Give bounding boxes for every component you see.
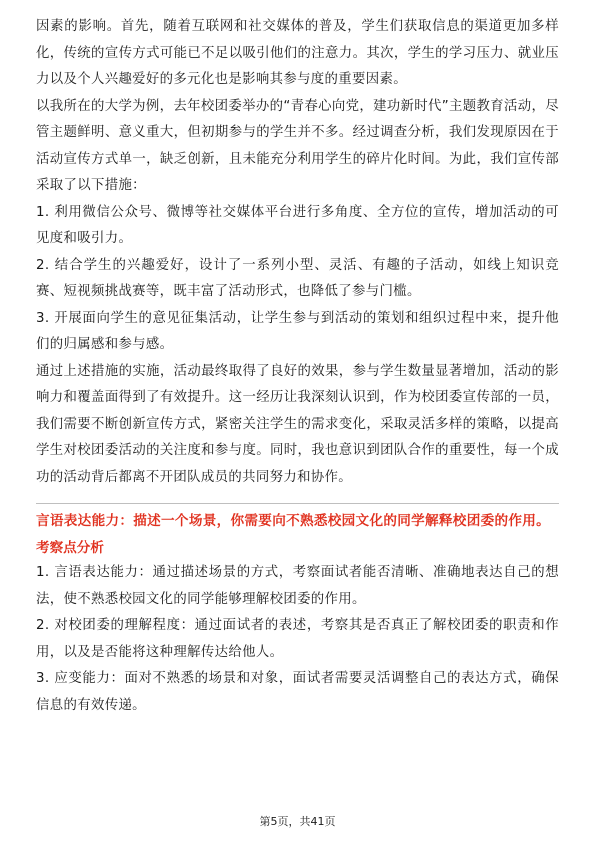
section-divider	[36, 503, 559, 504]
page-number: 第5页，共41页	[259, 815, 336, 828]
analysis-item-3: 3. 应变能力：面对不熟悉的场景和对象，面试者需要灵活调整自己的表达方式，确保信息的有效传递。	[36, 671, 559, 713]
body-paragraph-1: 因素的影响。首先，随着互联网和社交媒体的普及，学生们获取信息的渠道更加多样化，传统的宣传方式可能已不足以吸引他们的注意力。其次，学生的学习压力、就业压力以及个人兴趣爱好的多元化也是影响其参与度的重要因素。	[36, 19, 559, 87]
analysis-title: 考察点分析	[36, 540, 104, 556]
measure-item-2: 2. 结合学生的兴趣爱好，设计了一系列小型、灵活、有趣的子活动，如线上知识竞赛、短视频挑战赛等，既丰富了活动形式，也降低了参与门槛。	[36, 257, 559, 299]
measure-item-3: 3. 开展面向学生的意见征集活动，让学生参与到活动的策划和组织过程中来，提升他们的归属感和参与感。	[36, 310, 559, 352]
body-paragraph-conclusion: 通过上述措施的实施，活动最终取得了良好的效果，参与学生数量显著增加，活动的影响力和覆盖面得到了有效提升。这一经历让我深刻认识到，作为校团委宣传部的一员，我们需要不断创新宣传方式，紧密关注学生的需求变化，采取灵活多样的策略，以提高学生对校团委活动的关注度和参与度。同时，我也意识到团队合作的重要性，每一个成功的活动背后都离不开团队成员的共同努力和协作。	[36, 363, 559, 485]
analysis-item-1: 1. 言语表达能力：通过描述场景的方式，考察面试者能否清晰、准确地表达自己的想法，使不熟悉校园文化的同学能够理解校团委的作用。	[36, 565, 559, 607]
analysis-item-2: 2. 对校团委的理解程度：通过面试者的表述，考察其是否真正了解校团委的职责和作用，以及是否能将这种理解传达给他人。	[36, 618, 559, 660]
document-page	[36, 14, 559, 719]
interview-question: 言语表达能力：描述一个场景，你需要向不熟悉校园文化的同学解释校团委的作用。	[36, 513, 551, 529]
measure-item-1: 1. 利用微信公众号、微博等社交媒体平台进行多角度、全方位的宣传，增加活动的可见度和吸引力。	[36, 204, 559, 246]
body-paragraph-2: 以我所在的大学为例，去年校团委举办的“青春心向党，建功新时代”主题教育活动，尽管主题鲜明、意义重大，但初期参与的学生并不多。经过调查分析，我们发现原因在于活动宣传方式单一，缺乏创新，且未能充分利用学生的碎片化时间。为此，我们宣传部采取了以下措施：	[36, 98, 559, 193]
